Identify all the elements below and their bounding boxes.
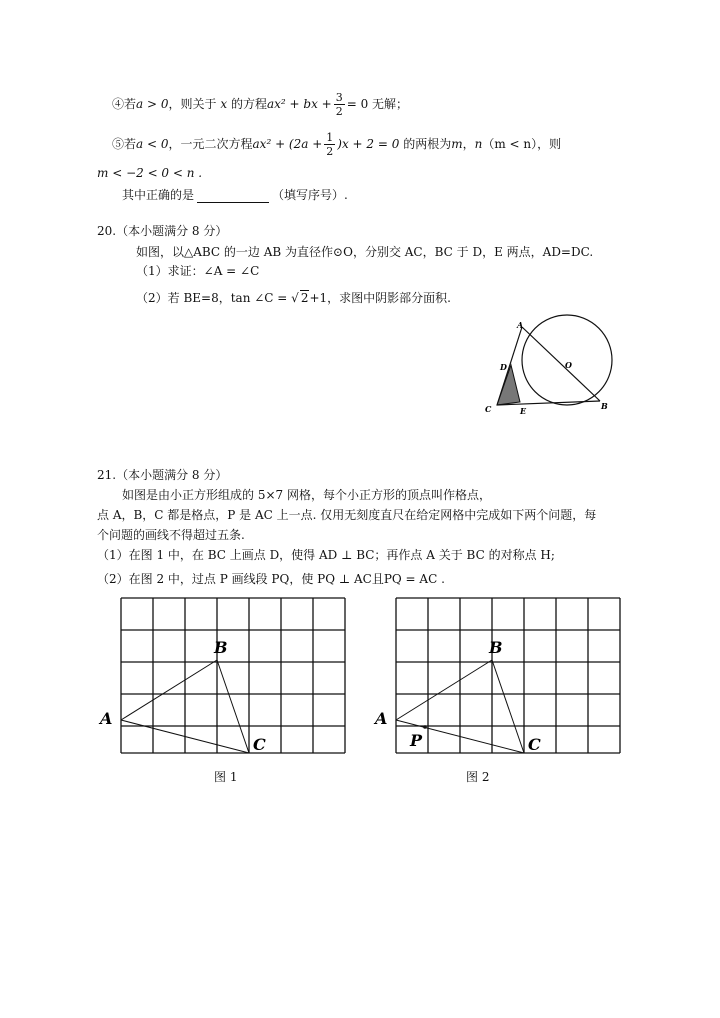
q19-item5-line2: m < −2 < 0 < n . — [97, 166, 203, 180]
q19-item5: ⑤若a < 0，一元二次方程ax² + (2a + $\frac{1}{2}$ )x + 2 = 0 的两根为m，n（m < n），则 — [112, 131, 562, 158]
q19-item4: ④若a > 0，则关于 x 的方程ax² + bx + $\frac{3}{2}$ = 0 无解； — [112, 91, 409, 118]
grid-figure-1 — [96, 590, 356, 770]
label-d: D — [500, 362, 507, 372]
fig2-label-c: C — [528, 735, 541, 754]
point-p — [423, 725, 427, 729]
q20-part1: （1）求证：∠A = ∠C — [136, 264, 260, 278]
q21-intro-line2: 点 A，B，C 都是格点，P 是 AC 上一点. 仅用无刻度直尺在给定网格中完成如下两个问题，每 — [97, 508, 597, 522]
q20-intro: 如图，以△ABC 的一边 AB 为直径作⊙O，分别交 AC，BC 于 D，E 两点，AD=DC. — [136, 245, 594, 259]
grid-lines-1 — [121, 598, 345, 753]
label-c: C — [485, 404, 492, 414]
fraction-3-2: $\frac{3}{2}$ — [335, 91, 343, 118]
grid-lines-2 — [396, 598, 620, 753]
fraction-1-2: $\frac{1}{2}$ — [326, 131, 334, 158]
q21-intro-line3: 个问题的画线不得超过五条. — [97, 528, 245, 542]
label-b: B — [601, 401, 608, 411]
q21-intro-line1: 如图是由小正方形组成的 5×7 网格，每个小正方形的顶点叫作格点， — [122, 488, 491, 502]
circle-triangle-figure — [480, 310, 640, 430]
label-e: E — [520, 406, 527, 416]
fig2-label-b: B — [489, 638, 503, 657]
label-a: A — [517, 320, 524, 330]
q20-header: 20.（本小题满分 8 分） — [97, 224, 228, 238]
fig2-label-a: A — [375, 709, 388, 728]
label-o: O — [565, 360, 572, 370]
fig2-label-p: P — [410, 731, 423, 750]
q21-part1: （1）在图 1 中，在 BC 上画点 D，使得 AD ⊥ BC；再作点 A 关于 BC 的对称点 H; — [97, 548, 555, 562]
fig1-label-a: A — [100, 709, 113, 728]
figure-1-caption: 图 1 — [214, 770, 238, 784]
figure-2-caption: 图 2 — [466, 770, 490, 784]
fig1-label-b: B — [214, 638, 228, 657]
q21-header: 21.（本小题满分 8 分） — [97, 468, 228, 482]
q21-part2: （2）在图 2 中，过点 P 画线段 PQ，使 PQ ⊥ AC且PQ = AC . — [97, 572, 445, 586]
q19-answer-line: 其中正确的是 （填写序号）. — [122, 188, 348, 202]
answer-blank — [197, 190, 269, 203]
q20-part2: （2）若 BE=8，tan ∠C = √ 2+1，求图中阴影部分面积. — [136, 291, 451, 305]
fig1-label-c: C — [253, 735, 266, 754]
grid-figure-2 — [371, 590, 631, 770]
